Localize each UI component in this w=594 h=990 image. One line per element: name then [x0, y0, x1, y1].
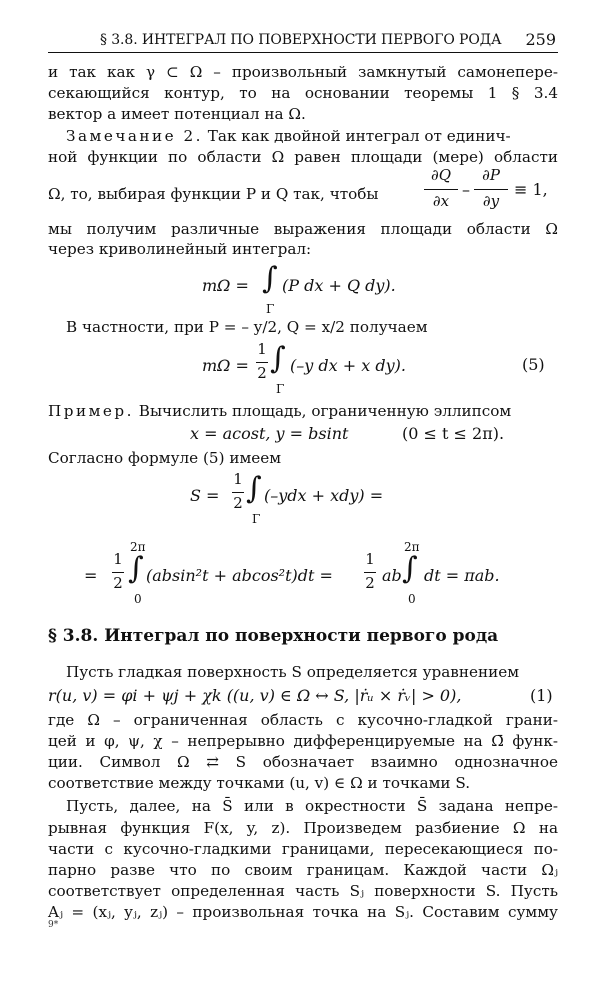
- integral-lower-limit: 0: [134, 592, 142, 606]
- text-line: мы получим различные выражения площади области Ω: [48, 220, 558, 238]
- fraction-bar: [112, 572, 124, 573]
- integral-upper-limit: 2π: [404, 540, 420, 554]
- equation-body: (absin²t + abcos²t)dt =: [146, 566, 333, 585]
- text-line: где Ω – ограниченная область с кусочно-гладкой грани-: [48, 711, 558, 729]
- equation-surface: r(u, v) = φi + ψj + χk ((u, v) ∈ Ω ↔ S, |ṙᵤ × ṙᵥ| > 0),: [48, 686, 462, 705]
- fraction-numerator: ∂P: [482, 166, 500, 184]
- fraction-numerator: 1: [233, 470, 243, 488]
- running-header: [48, 30, 558, 53]
- text-line: цей и φ, ψ, χ – непрерывно дифференцируемые на Ω̄ функ-: [48, 732, 558, 750]
- text-line: секающийся контур, то на основании теоремы 1 § 3.4: [48, 84, 558, 102]
- fraction-denominator: 2: [113, 574, 123, 592]
- text-line: ции. Символ Ω ⇄ S обозначает взаимно однозначное: [48, 753, 558, 771]
- text-line: и так как γ ⊂ Ω – произвольный замкнутый самонепере-: [48, 63, 558, 81]
- fraction-bar: [256, 362, 268, 363]
- equation-body: (P dx + Q dy).: [282, 276, 396, 295]
- text-line: В частности, при P = – y/2, Q = x/2 получаем: [66, 318, 428, 336]
- parameter-range: (0 ≤ t ≤ 2π).: [402, 424, 505, 443]
- fraction-denominator: 2: [365, 574, 375, 592]
- fraction-numerator: 1: [113, 550, 123, 568]
- fraction-numerator: 1: [365, 550, 375, 568]
- fraction-numerator: ∂Q: [430, 166, 452, 184]
- integral-sign: ∫: [270, 341, 286, 376]
- integral-sign: ∫: [128, 551, 144, 586]
- text-line: ной функции по области Ω равен площади (мере) области: [48, 148, 558, 166]
- example-text: Вычислить площадь, ограниченную эллипсом: [138, 402, 512, 420]
- fraction-numerator: 1: [257, 340, 267, 358]
- integral-contour: Γ: [252, 512, 261, 526]
- integral-contour: Γ: [276, 382, 285, 396]
- identity-rhs: ≡ 1,: [514, 180, 548, 199]
- equation-lhs: mΩ =: [202, 356, 249, 375]
- fraction-bar: [474, 189, 508, 190]
- minus-sign: –: [462, 180, 470, 199]
- equals-sign: =: [84, 566, 98, 585]
- ellipse-equation: x = acost, y = bsint: [190, 424, 349, 443]
- equation-lhs: mΩ =: [202, 276, 249, 295]
- header-title: § 3.8. ИНТЕГРАЛ ПО ПОВЕРХНОСТИ ПЕРВОГО РОДА: [100, 32, 502, 48]
- integral-sign: ∫: [246, 471, 262, 506]
- equation-factor: ab: [382, 566, 402, 585]
- fraction-denominator: 2: [257, 364, 267, 382]
- integral-contour: Γ: [266, 302, 275, 316]
- text-line: вектор a имеет потенциал на Ω.: [48, 105, 306, 123]
- text-line: Пусть гладкая поверхность S определяется уравнением: [66, 663, 520, 681]
- equation-lhs: S =: [190, 486, 220, 505]
- text-line: парно разве что по своим границам. Каждой части Ωⱼ: [48, 861, 558, 879]
- equation-tail: dt = πab.: [424, 566, 500, 585]
- fraction-denominator: 2: [233, 494, 243, 512]
- equation-number: (1): [530, 686, 553, 705]
- text-line: Согласно формуле (5) имеем: [48, 449, 282, 467]
- remark-line: [66, 126, 558, 146]
- remark-label: Замечание 2.: [66, 127, 203, 145]
- fraction-denominator: ∂y: [482, 192, 500, 210]
- text-line: Aⱼ = (xⱼ, yⱼ, zⱼ) – произвольная точка на Sⱼ. Составим сумму: [48, 903, 558, 921]
- footnote-mark: 9*: [48, 920, 59, 930]
- equation-body: (–y dx + x dy).: [290, 356, 406, 375]
- fraction-denominator: ∂x: [432, 192, 450, 210]
- equation-body: (–ydx + xdy) =: [264, 486, 384, 505]
- example-label: Пример.: [48, 402, 134, 420]
- remark-text: Так как двойной интеграл от единич-: [207, 127, 511, 145]
- text-line: Пусть, далее, на S̄ или в окрестности S̄ задана непре-: [66, 797, 558, 815]
- section-heading: § 3.8. Интеграл по поверхности первого рода: [48, 626, 499, 646]
- fraction-bar: [232, 492, 244, 493]
- text-line: соответствие между точками (u, v) ∈ Ω и точками S.: [48, 774, 471, 792]
- text-line: рывная функция F(x, y, z). Произведем разбиение Ω на: [48, 819, 558, 837]
- page-number: 259: [525, 30, 556, 49]
- fraction-bar: [364, 572, 376, 573]
- text-line: части с кусочно-гладкими границами, пересекающиеся по-: [48, 840, 558, 858]
- integral-upper-limit: 2π: [130, 540, 146, 554]
- text-line: соответствует определенная часть Sⱼ поверхности S. Пусть: [48, 882, 558, 900]
- text-line: Ω, то, выбирая функции P и Q так, чтобы: [48, 185, 379, 203]
- integral-lower-limit: 0: [408, 592, 416, 606]
- fraction-bar: [424, 189, 458, 190]
- equation-number: (5): [522, 355, 545, 374]
- integral-sign: ∫: [262, 261, 278, 296]
- integral-sign: ∫: [402, 551, 418, 586]
- text-line: через криволинейный интеграл:: [48, 240, 312, 258]
- example-line: [48, 401, 558, 421]
